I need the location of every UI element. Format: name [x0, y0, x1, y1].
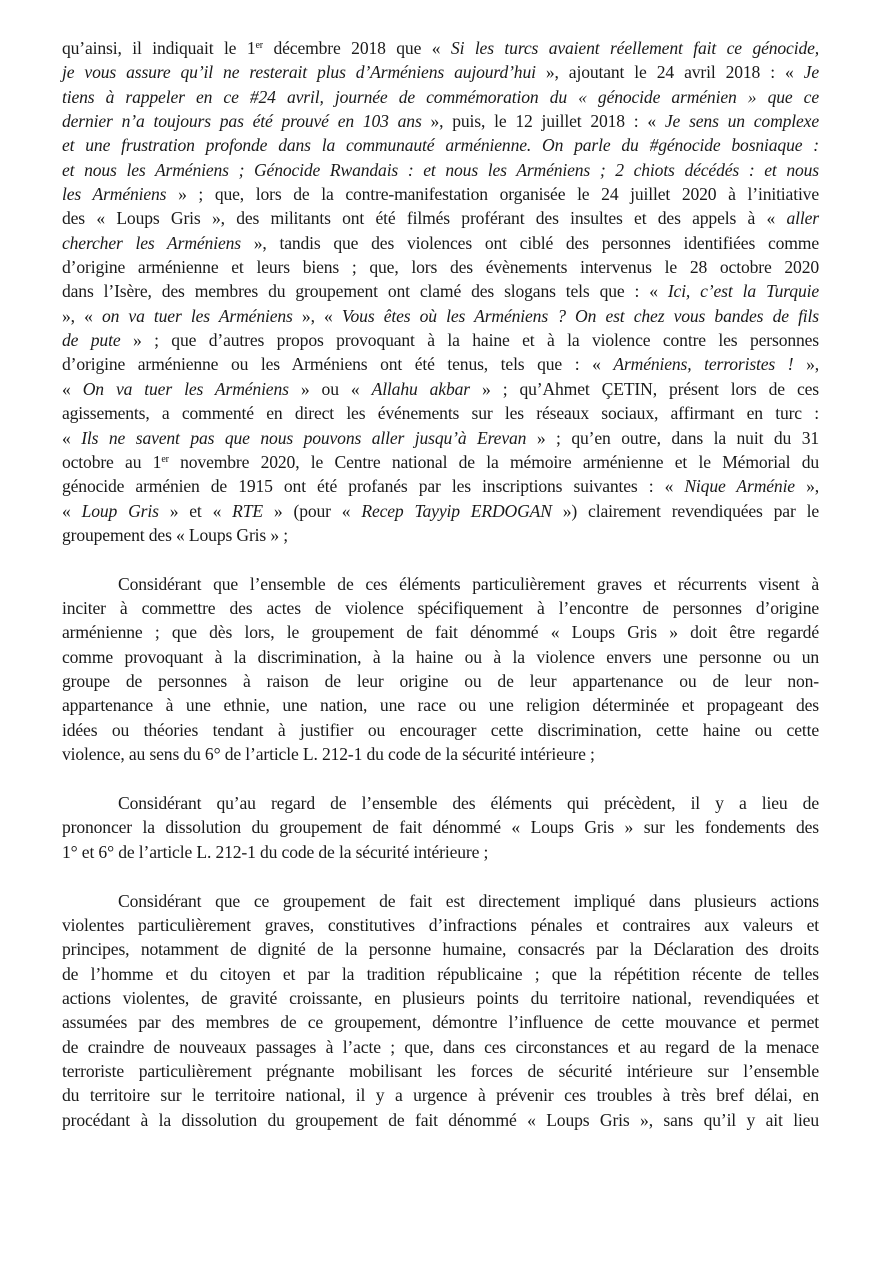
text-line: de pute » ; que d’autres propos provoquant à la haine et à la violence contre les personnes	[62, 330, 819, 351]
paragraph-considering-dissolution	[62, 791, 819, 864]
text-line: violence, au sens du 6° de l’article L. 212-1 du code de la sécurité intérieure ;	[62, 744, 595, 765]
text-line: les Arméniens » ; que, lors de la contre-manifestation organisée le 24 juillet 2020 à l’initiative	[62, 184, 819, 205]
text-line: Considérant qu’au regard de l’ensemble des éléments qui précèdent, il y a lieu de	[118, 792, 819, 813]
text-line: qu’ainsi, il indiquait le 1er décembre 2018 que « Si les turcs avaient réellement fait ce génocide,	[62, 38, 819, 58]
text-line: des « Loups Gris », des militants ont été filmés proférant des insultes et des appels à « aller	[62, 208, 819, 229]
text-line: assumées par des membres de ce groupement, démontre l’influence de cette mouvance et permet	[62, 1012, 819, 1033]
text-line: arménienne ; que dès lors, le groupement de fait dénommé « Loups Gris » doit être regardé	[62, 622, 819, 643]
text-line: d’origine arménienne ou les Arméniens ont été tenus, tels que : « Arméniens, terroristes ! »,	[62, 354, 819, 375]
text-line: « Ils ne savent pas que nous pouvons aller jusqu’à Erevan » ; qu’en outre, dans la nuit du 31	[62, 427, 819, 448]
text-line: agissements, a commenté en direct les événements sur les réseaux sociaux, affirmant en turc :	[62, 403, 819, 424]
text-line: actions violentes, de gravité croissante, en plusieurs points du territoire national, revendiquées et	[62, 987, 819, 1008]
text-line: comme provoquant à la discrimination, à la haine ou à la violence envers une personne ou un	[62, 646, 819, 667]
text-line: d’origine arménienne et leurs biens ; que, lors des évènements intervenus le 28 octobre 2020	[62, 257, 819, 278]
text-line: 1° et 6° de l’article L. 212-1 du code de la sécurité intérieure ;	[62, 841, 489, 862]
text-line: du territoire sur le territoire national, il y a urgence à prévenir ces troubles à très bref délai, en	[62, 1085, 819, 1106]
text-line: et nous les Arméniens ; Génocide Rwandais : et nous les Arméniens ; 2 chiots décédés : et nous	[62, 159, 819, 180]
document-page	[62, 36, 819, 1132]
paragraph-statements	[62, 36, 819, 547]
text-line: Considérant que ce groupement de fait est directement impliqué dans plusieurs actions	[118, 890, 819, 911]
text-line: prononcer la dissolution du groupement de fait dénommé « Loups Gris » sur les fondements des	[62, 817, 819, 838]
text-line: principes, notamment de dignité de la personne humaine, consacrés par la Déclaration des droits	[62, 939, 819, 960]
text-line: procédant à la dissolution du groupement de fait dénommé « Loups Gris », sans qu’il y ait lieu	[62, 1109, 819, 1130]
text-line: inciter à commettre des actes de violence spécifiquement à l’encontre de personnes d’origine	[62, 598, 819, 619]
text-line: de craindre de nouveaux passages à l’acte ; que, dans ces circonstances et au regard de la menace	[62, 1036, 819, 1057]
text-line: dans l’Isère, des membres du groupement ont clamé des slogans tels que : « Ici, c’est la Turquie	[62, 281, 819, 302]
text-line: génocide arménien de 1915 ont été profanés par les inscriptions suivantes : « Nique Arménie »,	[62, 476, 819, 497]
text-line: appartenance à une ethnie, une nation, une race ou une religion déterminée et propageant des	[62, 695, 819, 716]
text-line: « Loup Gris » et « RTE » (pour « Recep Tayyip ERDOGAN ») clairement revendiquées par le	[62, 500, 819, 521]
text-line: octobre au 1er novembre 2020, le Centre national de la mémoire arménienne et le Mémorial du	[62, 451, 819, 472]
text-line: idées ou théories tendant à justifier ou encourager cette discrimination, cette haine ou cette	[62, 719, 819, 740]
text-line: « On va tuer les Arméniens » ou « Allahu akbar » ; qu’Ahmet ÇETIN, présent lors de ces	[62, 378, 819, 399]
text-line: groupement des « Loups Gris » ;	[62, 524, 288, 545]
text-line: dernier n’a toujours pas été prouvé en 103 ans », puis, le 12 juillet 2018 : « Je sens un complexe	[62, 111, 819, 132]
text-line: et une frustration profonde dans la communauté arménienne. On parle du #génocide bosniaque :	[62, 135, 819, 156]
text-line: de l’homme et du citoyen et par la tradition républicaine ; que la répétition récente de telles	[62, 963, 819, 984]
text-line: tiens à rappeler en ce #24 avril, journée de commémoration du « génocide arménien » que ce	[62, 86, 819, 107]
text-line: je vous assure qu’il ne resterait plus d’Arméniens aujourd’hui », ajoutant le 24 avril 2018 : « Je	[62, 62, 819, 83]
text-line: violentes particulièrement graves, constitutives d’infractions pénales et contraires aux valeurs et	[62, 914, 819, 935]
paragraph-considering-urgency	[62, 889, 819, 1132]
text-line: », « on va tuer les Arméniens », « Vous êtes où les Arméniens ? On est chez vous bandes de fils	[62, 305, 819, 326]
text-line: chercher les Arméniens », tandis que des violences ont ciblé des personnes identifiées comme	[62, 232, 819, 253]
text-line: groupe de personnes à raison de leur origine ou de leur appartenance ou de leur non-	[62, 671, 819, 692]
text-line: Considérant que l’ensemble de ces éléments particulièrement graves et récurrents visent à	[118, 573, 819, 594]
text-line: terroriste particulièrement prégnante mobilisant les forces de sécurité intérieure sur l’ensemble	[62, 1060, 819, 1081]
paragraph-considering-incitement	[62, 572, 819, 767]
